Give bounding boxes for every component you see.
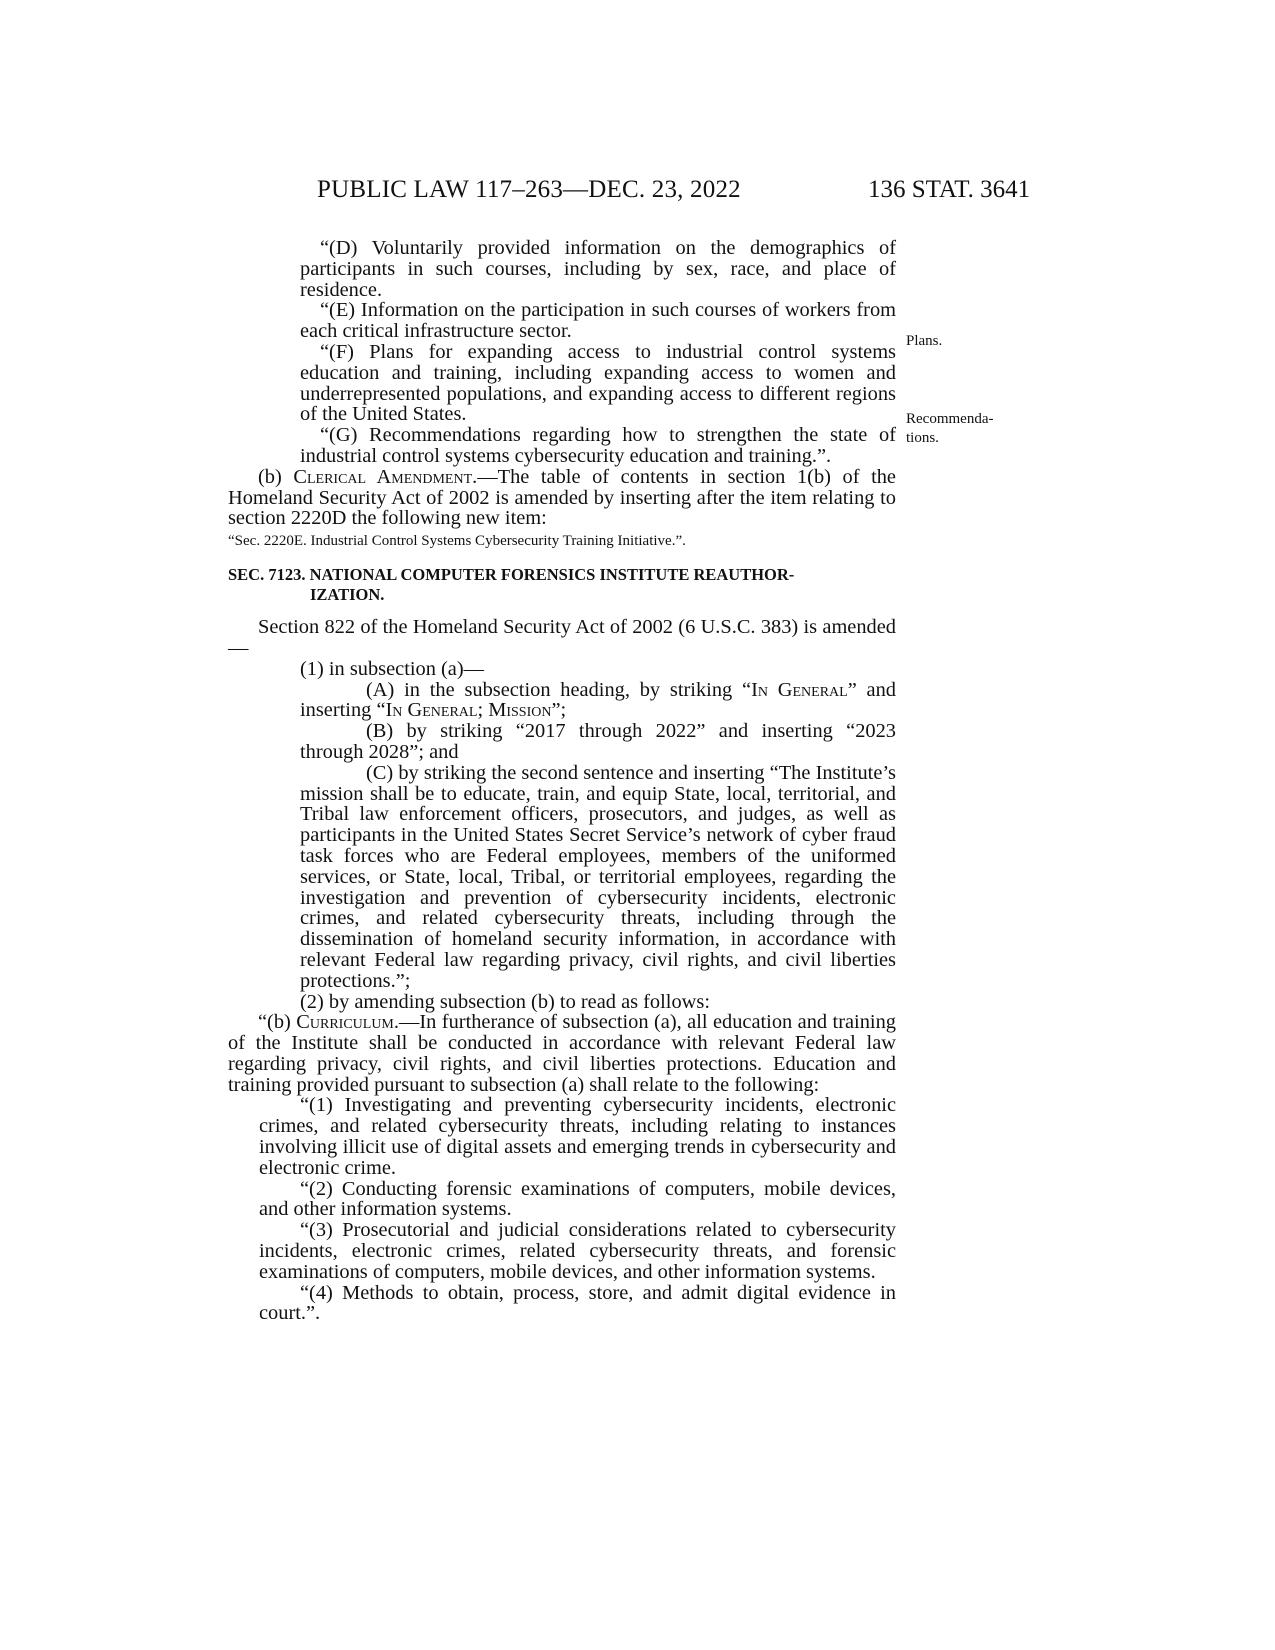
curriculum-item-1: “(1) Investigating and preventing cybersecurity incidents, electronic crimes, and related cybersecurity threats, including relating to instances involving illicit use of digital assets and emerging trends in cybersecurity and electronic crime. [259, 1094, 896, 1179]
clerical-text: .—The table of contents in section 1(b) of the Homeland Security Act of 2002 is amended by inserting after the item relating to section 2220D the following new item: [228, 465, 896, 530]
clerical-heading: Clerical Amendment [293, 465, 473, 488]
curriculum-item-3: “(3) Prosecutorial and judicial considerations related to cybersecurity incidents, electronic crimes, related cybersecurity threats, and forensic examinations of computers, mobile devices, and other information systems. [259, 1219, 896, 1283]
paragraph-d: “(D) Voluntarily provided information on the demographics of participants in such courses, including by sex, race, and place of residence. [300, 237, 896, 301]
curriculum-paragraph [228, 1012, 896, 1095]
section-heading [228, 565, 896, 605]
section-intro: Section 822 of the Homeland Security Act of 2002 (6 U.S.C. 383) is amended— [228, 616, 896, 659]
document-body [228, 238, 896, 1324]
page-header [0, 176, 1275, 210]
section-heading-line: SEC. 7123. NATIONAL COMPUTER FORENSICS INSTITUTE REAUTHOR- [228, 565, 795, 585]
item-1a-smallcaps: In General; Mission [385, 699, 552, 722]
item-1c: (C) by striking the second sentence and inserting “The Institute’s mission shall be to educate, train, and equip State, local, territorial, and Tribal law enforcement officers, prosecutors, and judges, as well as participants in the United States Secret Service’s network of cyber fraud task forces who are Federal employees, members of the uniformed services, or State, local, Tribal, or territorial employees, regarding the investigation and prevention of cybersecurity incidents, electronic crimes, and related cybersecurity threats, including through the dissemination of homeland security information, in accordance with relevant Federal law regarding privacy, civil rights, and civil liberties protections.”; [300, 761, 896, 992]
margin-note-line: tions. [906, 430, 939, 446]
curriculum-item-2: “(2) Conducting forensic examinations of computers, mobile devices, and other information systems. [259, 1177, 896, 1221]
item-1a [300, 680, 896, 722]
curriculum-item-4: “(4) Methods to obtain, process, store, and admit digital evidence in court.”. [259, 1281, 896, 1325]
item-1a-text: ” and inserting “ [300, 678, 896, 722]
item-1a-text: (A) in the subsection heading, by striking “ [366, 678, 752, 701]
toc-item: “Sec. 2220E. Industrial Control Systems Cybersecurity Training Initiative.”. [228, 533, 686, 550]
paragraph-g: “(G) Recommendations regarding how to strengthen the state of industrial control systems cybersecurity education and training.”. [300, 424, 896, 467]
public-law-title: PUBLIC LAW 117–263—DEC. 23, 2022 [317, 176, 741, 203]
item-1a-smallcaps: In General [751, 678, 848, 701]
paragraph-e: “(E) Information on the participation in such courses of workers from each critical infrastructure sector. [300, 299, 896, 343]
margin-note-plans: Plans. [906, 333, 943, 349]
item-2: (2) by amending subsection (b) to read as follows: [300, 990, 710, 1013]
clerical-lead: (b) [258, 465, 294, 488]
curriculum-lead: “(b) [258, 1011, 297, 1034]
section-heading-line: IZATION. [310, 585, 385, 605]
subsection-a-items [300, 659, 896, 1013]
margin-note-recommendations [906, 410, 993, 448]
paragraph-f: “(F) Plans for expanding access to industrial control systems education and training, including expanding access to women and underrepresented populations, and expanding access to different regions of the United States. [300, 340, 896, 426]
paragraph-group-d-g [300, 238, 896, 467]
item-1b: (B) by striking “2017 through 2022” and inserting “2023 through 2028”; and [300, 720, 896, 763]
curriculum-items [259, 1095, 896, 1324]
curriculum-heading: Curriculum [296, 1011, 394, 1034]
item-1-subitems [300, 680, 896, 992]
margin-note-line: Recommenda- [906, 411, 994, 427]
item-1a-text: ”; [551, 699, 567, 722]
item-1: (1) in subsection (a)— [300, 657, 485, 680]
paragraph-clerical-amendment [228, 467, 896, 529]
curriculum-text: .—In furtherance of subsection (a), all education and training of the Institute shall be conducted in accordance with relevant Federal law regarding privacy, civil rights, and civil liberties protections. Education and training provided pursuant to subsection (a) shall relate to the following: [228, 1011, 896, 1096]
statute-page-number: 136 STAT. 3641 [868, 176, 1031, 203]
